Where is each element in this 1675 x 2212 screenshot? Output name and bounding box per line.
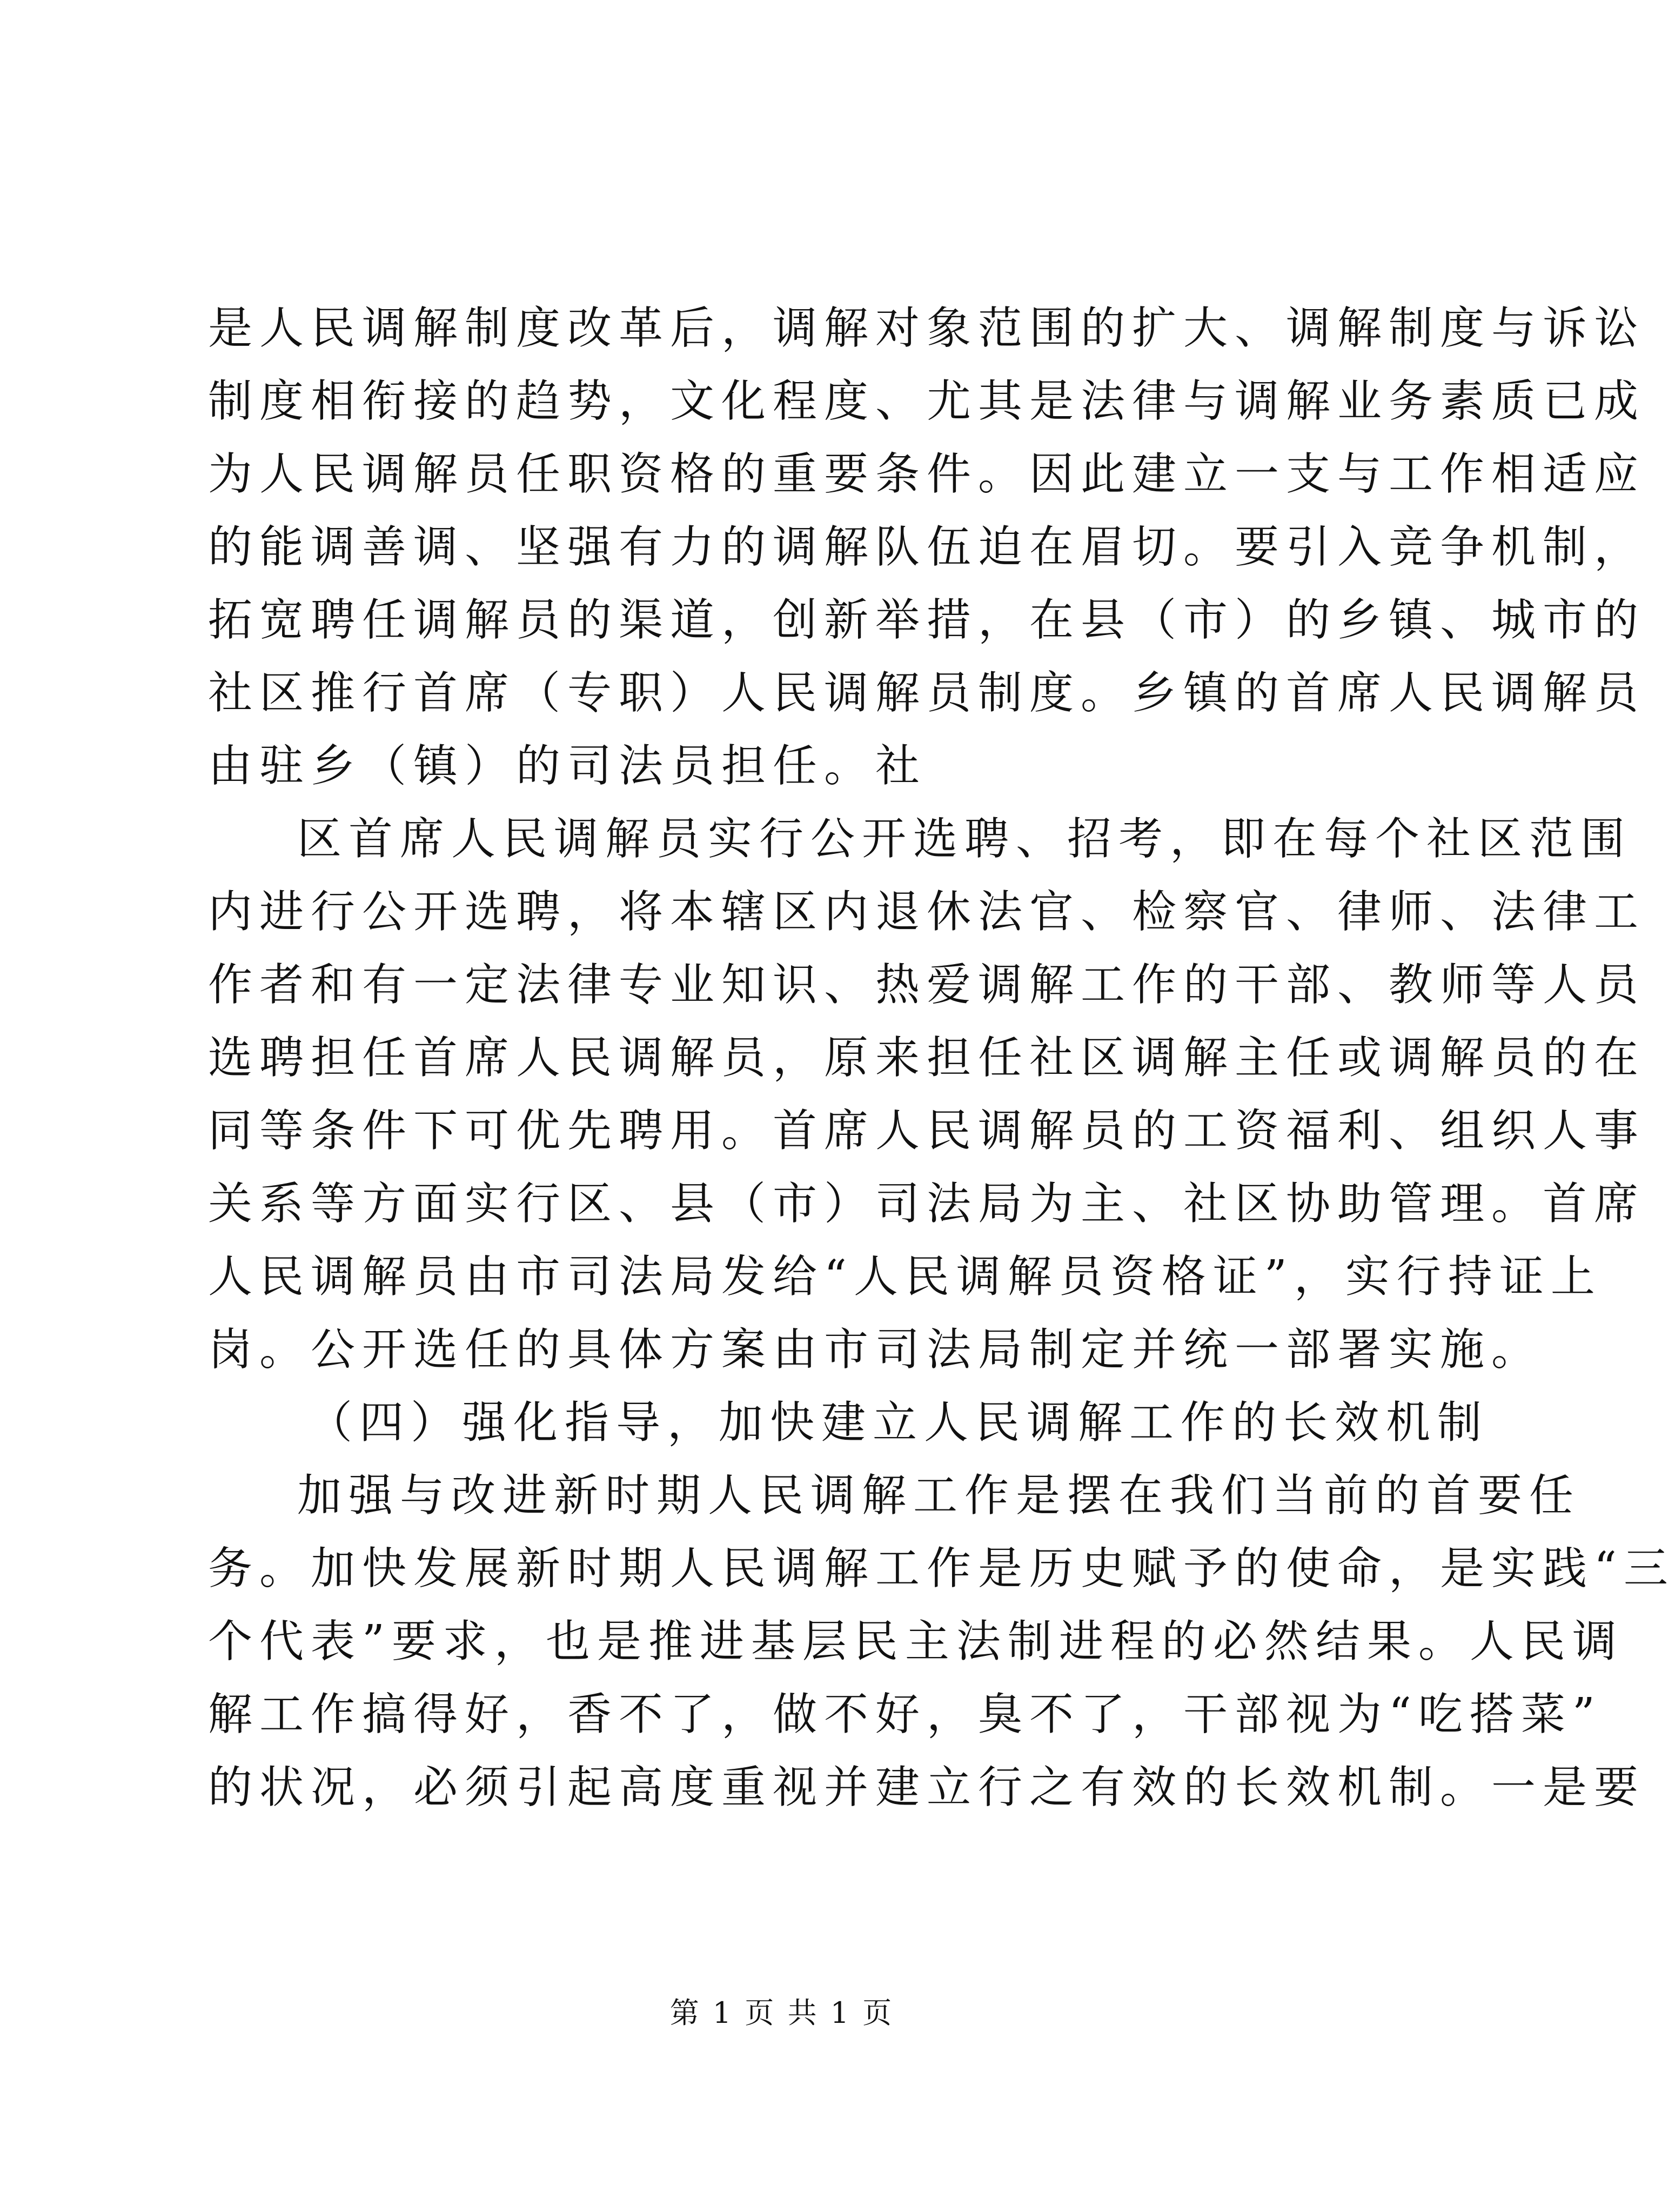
page-footer: 第 1 页 共 1 页 [669, 1996, 894, 2030]
paragraph-line: 务。加快发展新时期人民调解工作是历史赋予的使命，是实践“三 [208, 1543, 1675, 1594]
paragraph-line: 同等条件下可优先聘用。首席人民调解员的工资福利、组织人事 [208, 1105, 1646, 1157]
paragraph-line: 个代表”要求，也是推进基层民主法制进程的必然结果。人民调 [208, 1616, 1624, 1667]
paragraph-line: 制度相衔接的趋势，文化程度、尤其是法律与调解业务素质已成 [208, 376, 1646, 427]
paragraph-line: 岗。公开选任的具体方案由市司法局制定并统一部署实施。 [208, 1324, 1543, 1375]
paragraph-line: 作者和有一定法律专业知识、热爱调解工作的干部、教师等人员 [208, 959, 1646, 1011]
paragraph-line: 人民调解员由市司法局发给“人民调解员资格证”，实行持证上 [208, 1251, 1602, 1302]
paragraph-line: 选聘担任首席人民调解员，原来担任社区调解主任或调解员的在 [208, 1032, 1646, 1084]
paragraph-line: 为人民调解员任职资格的重要条件。因此建立一支与工作相适应 [208, 449, 1646, 500]
paragraph-line: 加强与改进新时期人民调解工作是摆在我们当前的首要任 [297, 1470, 1581, 1521]
paragraph-line: 区首席人民调解员实行公开选聘、招考，即在每个社区范围 [297, 813, 1632, 865]
document-body [208, 292, 1675, 1824]
paragraph-line: 解工作搞得好，香不了，做不好，臭不了，干部视为“吃搭菜” [208, 1689, 1602, 1740]
paragraph-line: 社区推行首席（专职）人民调解员制度。乡镇的首席人民调解员 [208, 667, 1646, 719]
paragraph-line: 是人民调解制度改革后，调解对象范围的扩大、调解制度与诉讼 [208, 303, 1646, 354]
paragraph-line: 的状况，必须引起高度重视并建立行之有效的长效机制。一是要 [208, 1762, 1646, 1813]
section-heading: （四）强化指导，加快建立人民调解工作的长效机制 [308, 1397, 1489, 1448]
paragraph-line: 由驻乡（镇）的司法员担任。社 [208, 740, 927, 792]
paragraph-line: 拓宽聘任调解员的渠道，创新举措，在县（市）的乡镇、城市的 [208, 594, 1646, 646]
paragraph-line: 关系等方面实行区、县（市）司法局为主、社区协助管理。首席 [208, 1178, 1646, 1229]
paragraph-line: 的能调善调、坚强有力的调解队伍迫在眉切。要引入竞争机制， [208, 522, 1646, 573]
paragraph-line: 内进行公开选聘，将本辖区内退休法官、检察官、律师、法律工 [208, 886, 1646, 938]
